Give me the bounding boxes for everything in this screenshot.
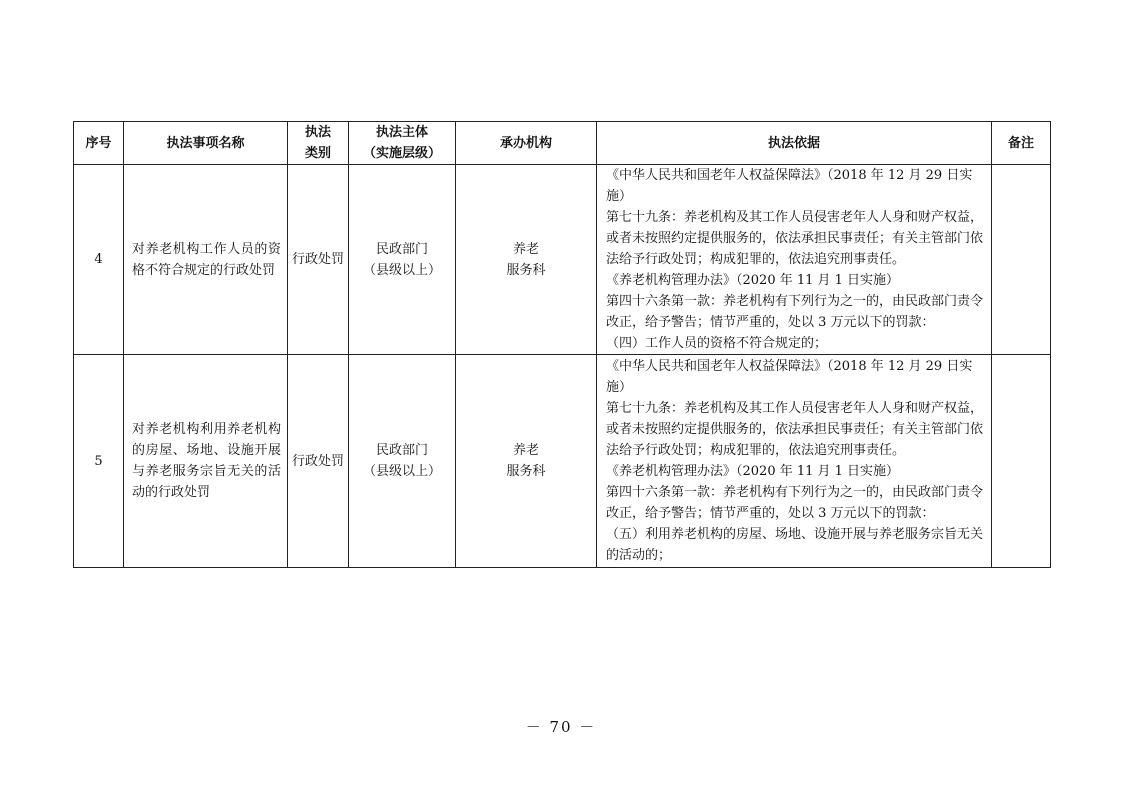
- cell-agency-line1: 养老: [512, 241, 539, 257]
- basis-paragraph: 第七十九条：养老机构及其工作人员侵害老年人人身和财产权益，或者未按照约定提供服务的，依法承担民事责任；有关主管部门依法给予行政处罚；构成犯罪的，依法追究刑事责任。: [606, 210, 984, 267]
- cell-item-name: 对养老机构利用养老机构的房屋、场地、设施开展与养老服务宗旨无关的活动的行政处罚: [124, 355, 288, 568]
- basis-paragraph: 第四十六条第一款：养老机构有下列行为之一的，由民政部门责令改正，给予警告；情节严重的，处以 3 万元以下的罚款：: [606, 294, 984, 330]
- header-category: [288, 122, 349, 165]
- cell-seq: 4: [74, 165, 124, 355]
- header-agency: 承办机构: [456, 122, 597, 165]
- basis-paragraph: 《中华人民共和国老年人权益保障法》（2018 年 12 月 29 日实施）: [606, 359, 973, 395]
- header-basis: 执法依据: [597, 122, 992, 165]
- header-remarks: 备注: [992, 122, 1051, 165]
- table-row: [74, 355, 1051, 568]
- cell-subject: [349, 355, 456, 568]
- cell-agency-line2: 服务科: [506, 464, 546, 479]
- cell-subject-line2: （县级以上）: [362, 262, 441, 278]
- basis-paragraph: 《中华人民共和国老年人权益保障法》（2018 年 12 月 29 日实施）: [606, 168, 973, 204]
- cell-subject-line1: 民政部门: [375, 241, 428, 257]
- header-subject-line2: （实施层级）: [362, 146, 441, 161]
- basis-paragraph: 第七十九条：养老机构及其工作人员侵害老年人人身和财产权益，或者未按照约定提供服务的，依法承担民事责任；有关主管部门依法给予行政处罚；构成犯罪的，依法追究刑事责任。: [606, 401, 984, 458]
- page-number: － 70 －: [525, 718, 597, 736]
- table-row: [74, 165, 1051, 355]
- header-subject-line1: 执法主体: [375, 125, 428, 140]
- cell-agency-line2: 服务科: [506, 262, 546, 278]
- basis-paragraph: 《养老机构管理办法》（2020 年 11 月 1 日实施）: [606, 273, 900, 288]
- header-item-name: 执法事项名称: [124, 122, 288, 165]
- cell-agency-line1: 养老: [512, 443, 539, 458]
- cell-basis: [597, 165, 992, 355]
- cell-item-name: 对养老机构工作人员的资格不符合规定的行政处罚: [124, 165, 288, 355]
- basis-paragraph: 《养老机构管理办法》（2020 年 11 月 1 日实施）: [606, 464, 900, 479]
- cell-category: 行政处罚: [288, 165, 349, 355]
- cell-remarks: [992, 165, 1051, 355]
- table-header-row: [74, 122, 1051, 165]
- cell-subject: [349, 165, 456, 355]
- cell-agency: [456, 355, 597, 568]
- header-subject: [349, 122, 456, 165]
- cell-category: 行政处罚: [288, 355, 349, 568]
- cell-subject-line2: （县级以上）: [362, 464, 441, 479]
- basis-paragraph: 第四十六条第一款：养老机构有下列行为之一的，由民政部门责令改正，给予警告；情节严重的，处以 3 万元以下的罚款：: [606, 485, 984, 521]
- basis-paragraph: （五）利用养老机构的房屋、场地、设施开展与养老服务宗旨无关的活动的；: [606, 527, 984, 563]
- cell-agency: [456, 165, 597, 355]
- cell-subject-line1: 民政部门: [375, 443, 428, 458]
- header-category-line2: 类别: [304, 146, 331, 161]
- header-seq: 序号: [74, 122, 124, 165]
- header-category-line1: 执法: [304, 125, 331, 140]
- basis-paragraph: （四）工作人员的资格不符合规定的；: [606, 336, 828, 351]
- cell-basis: [597, 355, 992, 568]
- enforcement-table: [73, 121, 1051, 568]
- cell-seq: 5: [74, 355, 124, 568]
- cell-remarks: [992, 355, 1051, 568]
